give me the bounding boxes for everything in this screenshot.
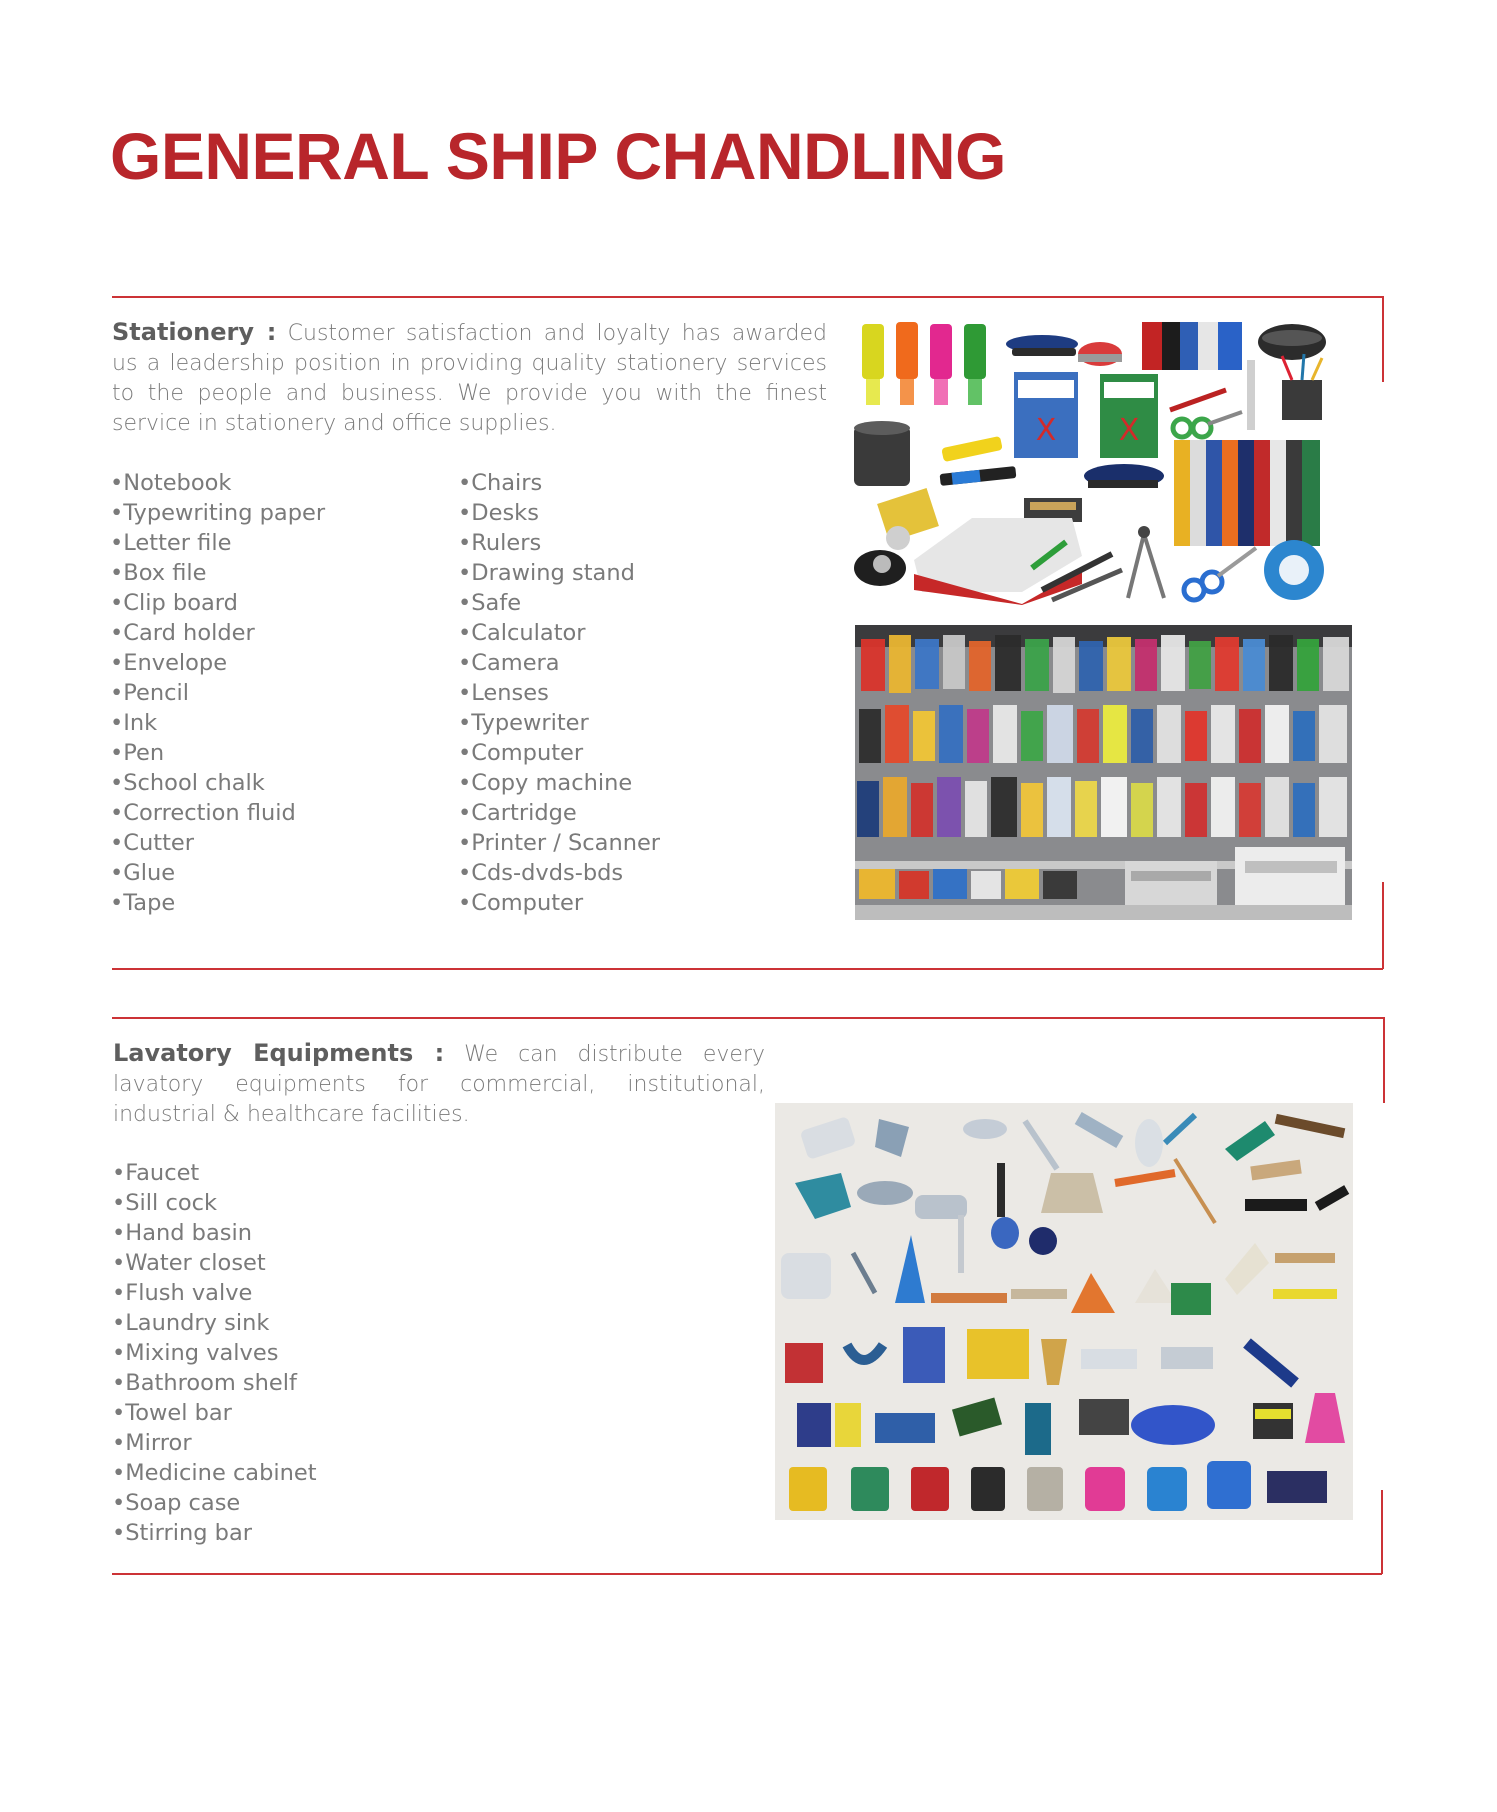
stationery-list-item: •Correction fluid [110,800,296,826]
stationery-intro [112,317,827,439]
stationery-list-item: •Card holder [110,620,255,646]
lavatory-frame-right-upper [1383,1017,1385,1103]
stationery-list-item: •Typewriting paper [110,500,326,526]
stationery-list-item: •Typewriter [458,710,589,736]
svg-text:X: X [1118,413,1140,448]
lavatory-list-item: •Towel bar [112,1400,232,1426]
stationery-list-item: •Safe [458,590,522,616]
stationery-heading: Stationery : [112,318,277,346]
stationery-list-item: •Envelope [110,650,228,676]
stationery-frame-top [112,296,1383,298]
stationery-list-item: •Copy machine [458,770,633,796]
stationery-list-item: •Glue [110,860,176,886]
stationery-list-item: •Drawing stand [458,560,635,586]
stationery-list-item: •Pen [110,740,165,766]
stationery-list-item: •Box file [110,560,207,586]
stationery-list-item: •Camera [458,650,560,676]
lavatory-list-item: •Soap case [112,1490,241,1516]
stationery-list-item: •Desks [458,500,539,526]
stationery-frame-right-upper [1382,296,1384,382]
stationery-list-item: •Calculator [458,620,586,646]
lavatory-list-item: •Mixing valves [112,1340,279,1366]
stationery-list-item: •Lenses [458,680,549,706]
lavatory-heading: Lavatory Equipments : [113,1039,445,1067]
page-title: GENERAL SHIP CHANDLING [110,119,1006,193]
lavatory-intro-text: We can distribute every lavatory equipments for commercial, institutional, industrial & healthcare facilities. [113,1042,766,1127]
lavatory-list-item: •Faucet [112,1160,200,1186]
stationery-list-item: •Chairs [458,470,543,496]
cleaning-equipment-photo [775,1103,1353,1520]
lavatory-list-item: •Medicine cabinet [112,1460,317,1486]
stationery-list-item: •Printer / Scanner [458,830,661,856]
lavatory-list-item: •Flush valve [112,1280,253,1306]
stationery-list-item: •Letter file [110,530,232,556]
stationery-frame-right-lower [1382,882,1384,969]
lavatory-list-item: •Sill cock [112,1190,217,1216]
svg-text:X: X [1035,413,1057,448]
stationery-supplies-photo [852,320,1352,605]
stationery-list-item: •Cds-dvds-bds [458,860,624,886]
stationery-list-item: •Rulers [458,530,542,556]
lavatory-list-item: •Hand basin [112,1220,252,1246]
stationery-list-item: •Computer [458,740,584,766]
lavatory-list [112,1158,317,1548]
lavatory-list-item: •Mirror [112,1430,192,1456]
lavatory-intro [113,1038,765,1130]
stationery-list-item: •Pencil [110,680,190,706]
stationery-list-right [458,468,660,918]
stationery-list-item: •School chalk [110,770,265,796]
stationery-list-item: •Cutter [110,830,194,856]
lavatory-frame-top [112,1017,1384,1019]
stationery-list-item: •Clip board [110,590,238,616]
stationery-frame-bottom [112,968,1383,970]
stationery-list-item: •Tape [110,890,176,916]
lavatory-frame-right-lower [1381,1490,1383,1574]
lavatory-list-item: •Stirring bar [112,1520,252,1546]
lavatory-list-item: •Bathroom shelf [112,1370,297,1396]
stationery-list-item: •Notebook [110,470,232,496]
lavatory-frame-bottom [112,1573,1382,1575]
stationery-list-left [110,468,325,918]
stationery-list-item: •Cartridge [458,800,577,826]
stationery-store-shelf-photo [855,625,1352,920]
stationery-intro-text: Customer satisfaction and loyalty has awarded us a leadership position in providing quality stationery services to the people and business. We provide you with the finest service in stationery and office supplies. [112,321,828,436]
lavatory-list-item: •Laundry sink [112,1310,270,1336]
stationery-list-item: •Ink [110,710,158,736]
lavatory-list-item: •Water closet [112,1250,266,1276]
stationery-list-item: •Computer [458,890,584,916]
